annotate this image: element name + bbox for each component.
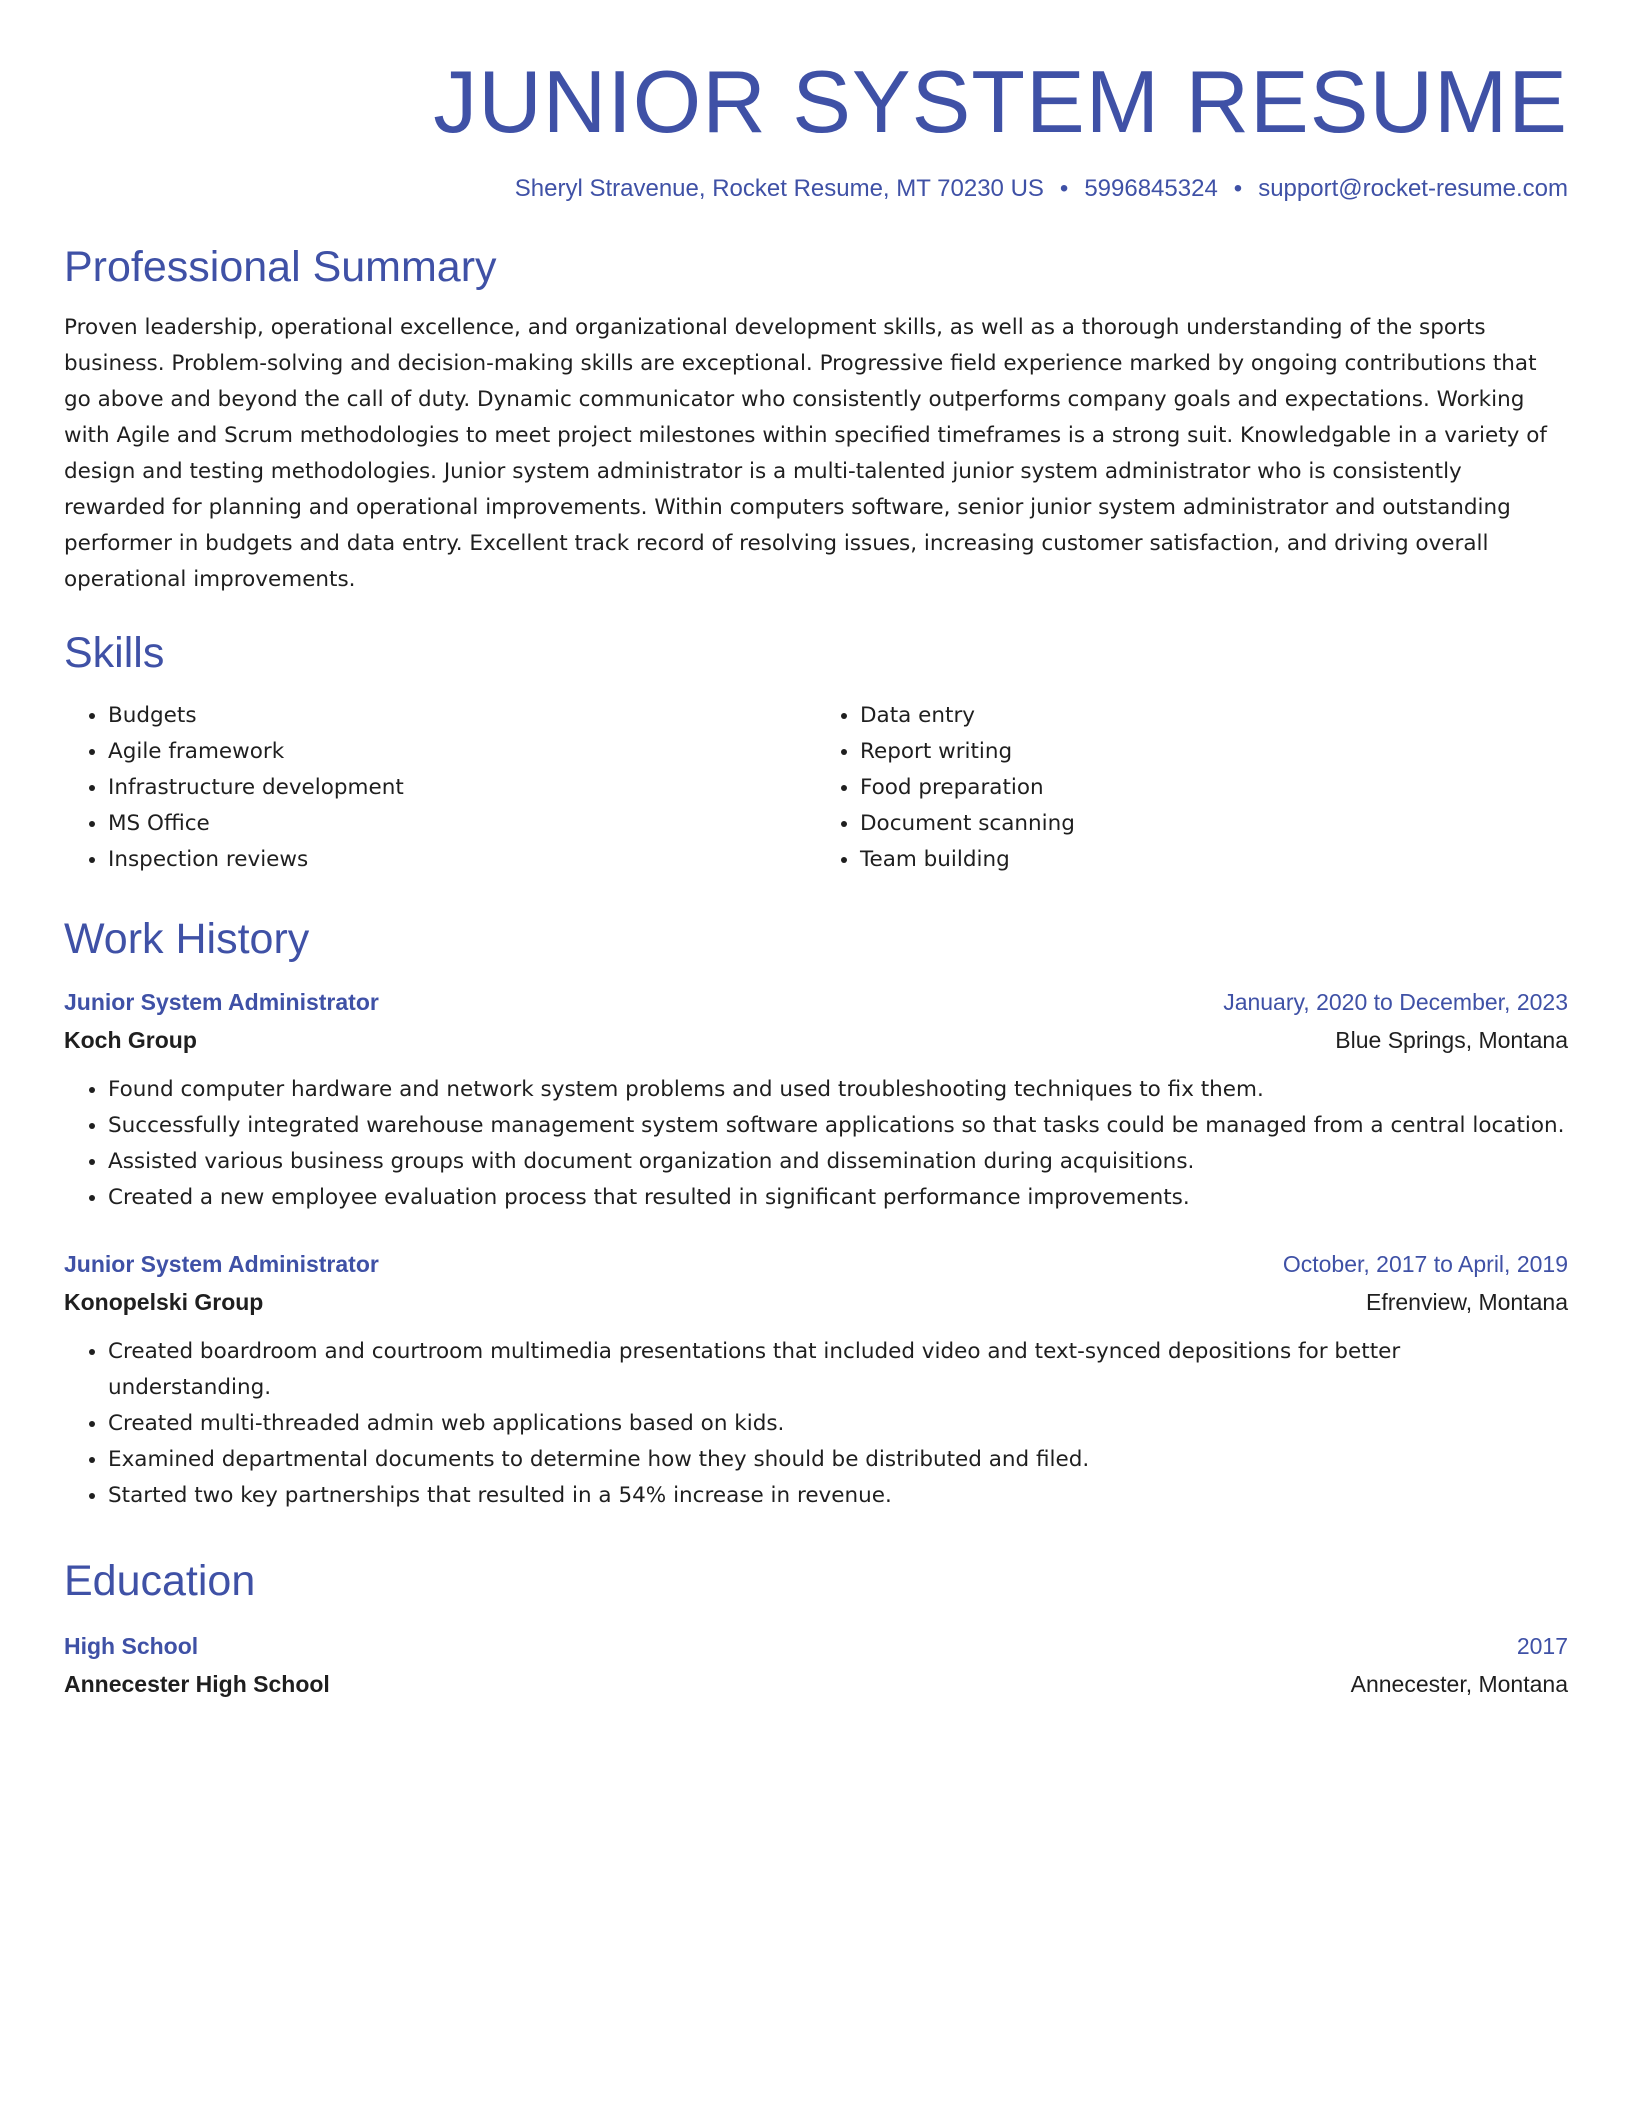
job-bullets	[64, 1072, 1568, 1216]
skill-item: • Document scanning	[860, 806, 1568, 842]
job-company: Koch Group	[64, 1027, 197, 1053]
summary-text: Proven leadership, operational excellence, and organizational development skills, as well as a thorough understanding of the sports business. Problem-solving and decision-making skills are exceptional. Progressive field experience marked by ongoing contributions that go above and beyond the call of duty. Dynamic communicator who consistently outperforms company goals and expectations. Working with Agile and Scrum methodologies to meet project milestones within specified timeframes is a strong suit. Knowledgable in a variety of design and testing methodologies. Junior system administrator is a multi-talented junior system administrator who is consistently rewarded for planning and operational improvements. Within computers software, senior junior system administrator and outstanding performer in budgets and data entry. Excellent track record of resolving issues, increasing customer satisfaction, and driving overall operational improvements.	[64, 315, 1547, 592]
skill-item: • Data entry	[860, 698, 1568, 734]
job-bullets	[64, 1334, 1568, 1514]
skills-column-left	[64, 698, 816, 878]
contact-email: support@rocket-resume.com	[1258, 175, 1568, 202]
job-dates: October, 2017 to April, 2019	[1282, 1251, 1568, 1277]
summary-heading: Professional Summary	[64, 243, 497, 291]
contact-line	[64, 172, 1568, 206]
job-title: Junior System Administrator	[64, 1251, 379, 1277]
job-header	[64, 1246, 1568, 1282]
job-subheader	[64, 1020, 1568, 1060]
contact-address: Sheryl Stravenue, Rocket Resume, MT 70230 US	[514, 175, 1044, 202]
skill-item: • Team building	[860, 842, 1568, 878]
job-location: Efrenview, Montana	[1365, 1289, 1568, 1315]
job-bullet: • Successfully integrated warehouse management system software applications so that tasks could be managed from a central location.	[108, 1108, 1568, 1144]
job-bullet: • Created a new employee evaluation process that resulted in significant performance improvements.	[108, 1180, 1568, 1216]
job-bullet: • Examined departmental documents to determine how they should be distributed and filed.	[108, 1442, 1568, 1478]
skill-item: • Report writing	[860, 734, 1568, 770]
education-entry	[64, 1628, 1568, 1704]
skill-item: • Infrastructure development	[108, 770, 816, 806]
job-entry	[64, 984, 1568, 1216]
education-heading: Education	[64, 1557, 256, 1605]
job-bullet: • Created multi-threaded admin web applications based on kids.	[108, 1406, 1568, 1442]
skill-item: • Budgets	[108, 698, 816, 734]
job-header	[64, 984, 1568, 1020]
skill-item: • Inspection reviews	[108, 842, 816, 878]
education-header	[64, 1628, 1568, 1664]
job-bullet: • Started two key partnerships that resulted in a 54% increase in revenue.	[108, 1478, 1568, 1514]
education-subheader	[64, 1664, 1568, 1704]
education-degree: High School	[64, 1633, 199, 1659]
skill-item: • Food preparation	[860, 770, 1568, 806]
job-dates: January, 2020 to December, 2023	[1223, 989, 1568, 1015]
job-location: Blue Springs, Montana	[1335, 1027, 1568, 1053]
job-company: Konopelski Group	[64, 1289, 264, 1315]
contact-separator: •	[1233, 175, 1243, 202]
work-history-heading: Work History	[64, 915, 310, 963]
skill-item: • Agile framework	[108, 734, 816, 770]
resume-title: JUNIOR SYSTEM RESUME	[433, 52, 1568, 151]
contact-phone: 5996845324	[1084, 175, 1218, 202]
job-bullet: • Assisted various business groups with document organization and dissemination during acquisitions.	[108, 1144, 1568, 1180]
skills-column-right	[816, 698, 1568, 878]
education-year: 2017	[1516, 1633, 1568, 1659]
job-bullet: • Found computer hardware and network system problems and used troubleshooting techniques to fix them.	[108, 1072, 1568, 1108]
education-location: Annecester, Montana	[1350, 1671, 1568, 1697]
job-subheader	[64, 1282, 1568, 1322]
education-school: Annecester High School	[64, 1671, 330, 1697]
job-entry	[64, 1246, 1568, 1514]
contact-separator: •	[1059, 175, 1069, 202]
skills-heading: Skills	[64, 629, 165, 677]
job-bullet: • Created boardroom and courtroom multimedia presentations that included video and text-synced depositions for better understanding.	[108, 1334, 1568, 1406]
skill-item: • MS Office	[108, 806, 816, 842]
job-title: Junior System Administrator	[64, 989, 379, 1015]
skills-list	[64, 698, 1568, 878]
